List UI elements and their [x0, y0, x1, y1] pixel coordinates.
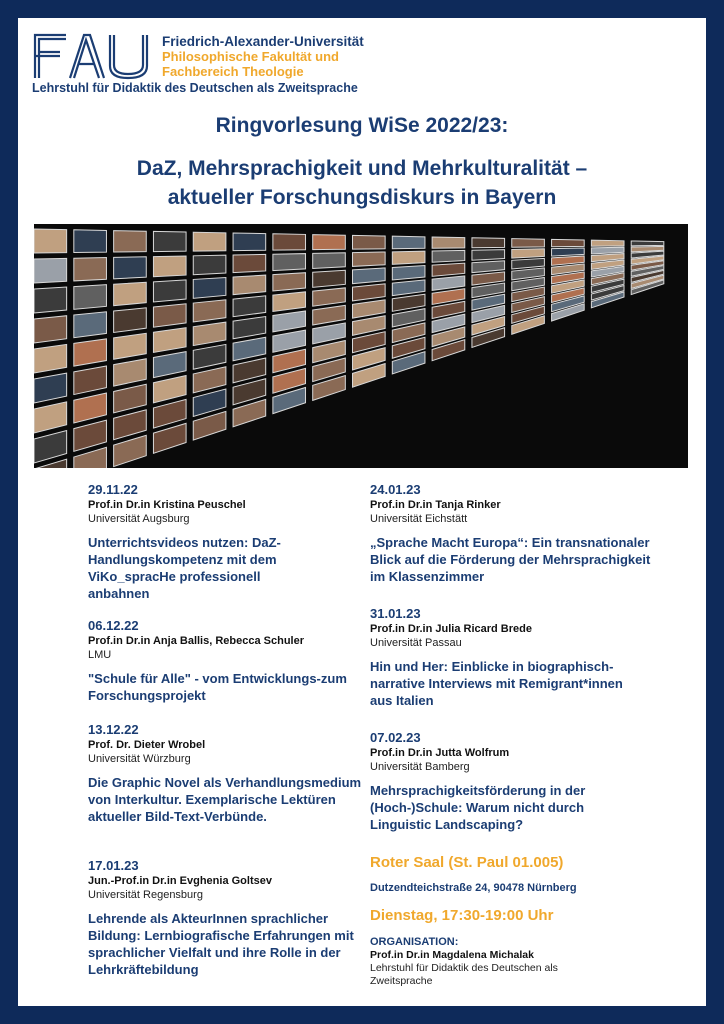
lecture-date: 06.12.22 — [88, 618, 139, 633]
photo-tile — [353, 268, 386, 284]
lecture-title: Hin und Her: Einblicke in biographisch-narrative Interviews mit Remigrant*innen aus Italien — [370, 659, 623, 708]
photo-tile — [34, 402, 67, 433]
photo-tile — [34, 431, 67, 463]
organisation-block — [370, 936, 670, 988]
photo-tile — [392, 266, 425, 280]
photo-tile — [74, 393, 107, 423]
organisation-chair: Lehrstuhl für Didaktik des Deutschen als Zweitsprache — [370, 962, 558, 987]
photo-tile — [153, 256, 186, 277]
photo-tile — [353, 235, 386, 249]
photo-tile — [74, 366, 107, 395]
photo-tile — [114, 282, 147, 305]
photo-tile — [193, 277, 226, 298]
faculty-name: Philosophische Fakultät und Fachbereich Theologie — [162, 49, 339, 79]
photo-tile — [114, 231, 147, 252]
venue-room: Roter Saal (St. Paul 01.005) — [370, 854, 564, 871]
photo-tile — [114, 410, 147, 440]
photo-tile — [74, 312, 107, 338]
photo-tile — [153, 231, 186, 251]
lecture-institution: Universität Eichstätt — [370, 513, 468, 525]
photo-tile — [432, 276, 465, 291]
photo-tile — [233, 275, 266, 295]
photo-tile — [233, 254, 266, 272]
lecture-speaker: Prof.in Dr.in Anja Ballis, Rebecca Schuler — [88, 635, 304, 647]
photo-tile — [34, 373, 67, 403]
series-subtitle — [18, 154, 706, 212]
photo-tile — [591, 240, 624, 246]
lecture-speaker: Jun.-Prof.in Dr.in Evghenia Goltsev — [88, 875, 272, 887]
lecture-item — [370, 606, 660, 709]
lecture-item — [370, 482, 660, 585]
photo-tile — [472, 250, 505, 261]
lecture-speaker: Prof. Dr. Dieter Wrobel — [88, 739, 206, 751]
photo-tile — [273, 311, 306, 332]
photo-tile — [353, 300, 386, 318]
photo-tile — [392, 294, 425, 311]
lecture-speaker: Prof.in Dr.in Julia Ricard Brede — [370, 623, 532, 635]
photo-tile — [313, 288, 346, 306]
photo-tile — [153, 304, 186, 327]
poster — [18, 18, 706, 1006]
photo-tile — [233, 317, 266, 339]
lecture-item — [88, 722, 378, 825]
lecture-institution: Universität Regensburg — [88, 889, 203, 901]
fau-logo-icon — [32, 32, 152, 80]
lecture-speaker: Prof.in Dr.in Tanja Rinker — [370, 499, 501, 511]
photo-tile — [313, 305, 346, 325]
photo-tile — [432, 250, 465, 262]
lecture-speaker: Prof.in Dr.in Kristina Peuschel — [88, 499, 246, 511]
photo-tile — [74, 258, 107, 281]
photo-tile — [392, 251, 425, 264]
photo-tile — [552, 239, 585, 246]
photo-tile — [432, 263, 465, 276]
photo-tile — [313, 270, 346, 287]
organisation-label: ORGANISATION: — [370, 936, 459, 948]
photo-tile — [114, 384, 147, 413]
photo-tile — [193, 232, 226, 251]
photo-tile — [273, 330, 306, 352]
lecture-date: 24.01.23 — [370, 482, 421, 497]
photo-tile — [34, 344, 67, 373]
photo-tile — [552, 248, 585, 256]
photo-tile — [193, 411, 226, 440]
fau-logo-block — [32, 32, 362, 107]
photo-tile — [153, 376, 186, 403]
photo-tile — [34, 287, 67, 313]
photo-tile — [512, 258, 545, 269]
lecture-speaker: Prof.in Dr.in Jutta Wolfrum — [370, 747, 510, 759]
photo-tile — [392, 280, 425, 296]
lecture-date: 13.12.22 — [88, 722, 139, 737]
lecture-item — [88, 482, 378, 602]
photo-tile — [233, 358, 266, 383]
photo-tile — [631, 241, 664, 246]
lecture-institution: Universität Augsburg — [88, 513, 190, 525]
series-title: Ringvorlesung WiSe 2022/23: — [215, 114, 509, 137]
lecture-date: 17.01.23 — [88, 858, 139, 873]
lecture-title: „Sprache Macht Europa“: Ein transnationaler Blick auf die Förderung der Mehrsprachigkeit im Klassenzimmer — [370, 535, 651, 584]
photo-tile — [273, 292, 306, 312]
photo-tile — [233, 296, 266, 317]
photo-tile — [273, 254, 306, 271]
photo-tile — [153, 399, 186, 428]
organisation-name: Prof.in Dr.in Magdalena Michalak — [370, 949, 534, 961]
chair-name: Lehrstuhl für Didaktik des Deutschen als Zweitsprache — [32, 81, 358, 95]
photo-tile — [313, 235, 346, 250]
venue-time: Dienstag, 17:30-19:00 Uhr — [370, 907, 554, 924]
photo-tile — [193, 344, 226, 369]
photo-wall-image — [34, 224, 688, 468]
lecture-item — [88, 858, 378, 978]
lecture-institution: Universität Würzburg — [88, 753, 191, 765]
photo-tile — [193, 255, 226, 275]
lecture-title: Unterrichtsvideos nutzen: DaZ-Handlungskompetenz mit dem ViKo_spracHe professionell anbahnen — [88, 535, 281, 601]
lecture-title: Lehrende als AkteurInnen sprachlicher Bildung: Lernbiografische Erfahrungen mit sprachlicher Vielfalt und ihre Rolle in der Lehrkräftebildung — [88, 911, 354, 977]
lecture-title: Mehrsprachigkeitsförderung in der (Hoch-)Schule: Warum nicht durch Linguistic Landscaping? — [370, 783, 586, 832]
lecture-institution: Universität Passau — [370, 637, 462, 649]
photo-tile — [512, 249, 545, 258]
photo-tile — [353, 284, 386, 301]
subtitle-line-1: DaZ, Mehrsprachigkeit und Mehrkulturalität – — [136, 157, 588, 180]
photo-tile — [313, 323, 346, 344]
photo-tile — [353, 252, 386, 266]
venue-address: Dutzendteichstraße 24, 90478 Nürnberg — [370, 882, 577, 894]
photo-tile — [273, 234, 306, 250]
photo-tile — [512, 239, 545, 248]
photo-tile — [74, 420, 107, 451]
lecture-item — [88, 618, 378, 704]
lecture-title: "Schule für Alle" - vom Entwicklungs-zum Forschungsprojekt — [88, 671, 347, 703]
lecture-date: 31.01.23 — [370, 606, 421, 621]
photo-tile — [34, 258, 67, 283]
photo-tile — [114, 333, 147, 359]
photo-tile — [114, 308, 147, 333]
photo-tile — [114, 257, 147, 279]
photo-tile — [472, 261, 505, 273]
photo-tile — [74, 230, 107, 253]
lecture-title: Die Graphic Novel als Verhandlungsmedium von Interkultur. Exemplarische Lektüren aktueller Bild-Text-Verbünde. — [88, 775, 362, 824]
photo-tile — [273, 273, 306, 291]
photo-tile — [472, 238, 505, 248]
photo-tile — [153, 352, 186, 378]
subtitle-line-2: aktueller Forschungsdiskurs in Bayern — [167, 186, 557, 209]
photo-tile — [193, 367, 226, 393]
photo-tile — [432, 237, 465, 248]
lecture-item — [370, 730, 660, 833]
photo-tile — [193, 322, 226, 345]
photo-tile — [153, 423, 186, 453]
photo-tile — [74, 339, 107, 366]
photo-tile — [114, 359, 147, 386]
photo-tile — [313, 253, 346, 269]
lecture-date: 29.11.22 — [88, 482, 138, 497]
photo-tile — [34, 229, 67, 253]
lecture-institution: Universität Bamberg — [370, 761, 470, 773]
photo-tile — [233, 233, 266, 251]
photo-tile — [233, 337, 266, 361]
university-name: Friedrich-Alexander-Universität — [162, 34, 364, 49]
photo-tile — [472, 272, 505, 285]
photo-tile — [153, 328, 186, 353]
photo-tile — [34, 316, 67, 343]
photo-tile — [392, 236, 425, 249]
photo-tile — [193, 300, 226, 322]
photo-tile — [114, 435, 147, 466]
photo-tile — [591, 247, 624, 254]
photo-tile — [153, 280, 186, 302]
lecture-institution: LMU — [88, 649, 112, 661]
photo-wall-graphic — [34, 224, 688, 468]
lecture-date: 07.02.23 — [370, 730, 421, 745]
photo-tile — [74, 285, 107, 310]
